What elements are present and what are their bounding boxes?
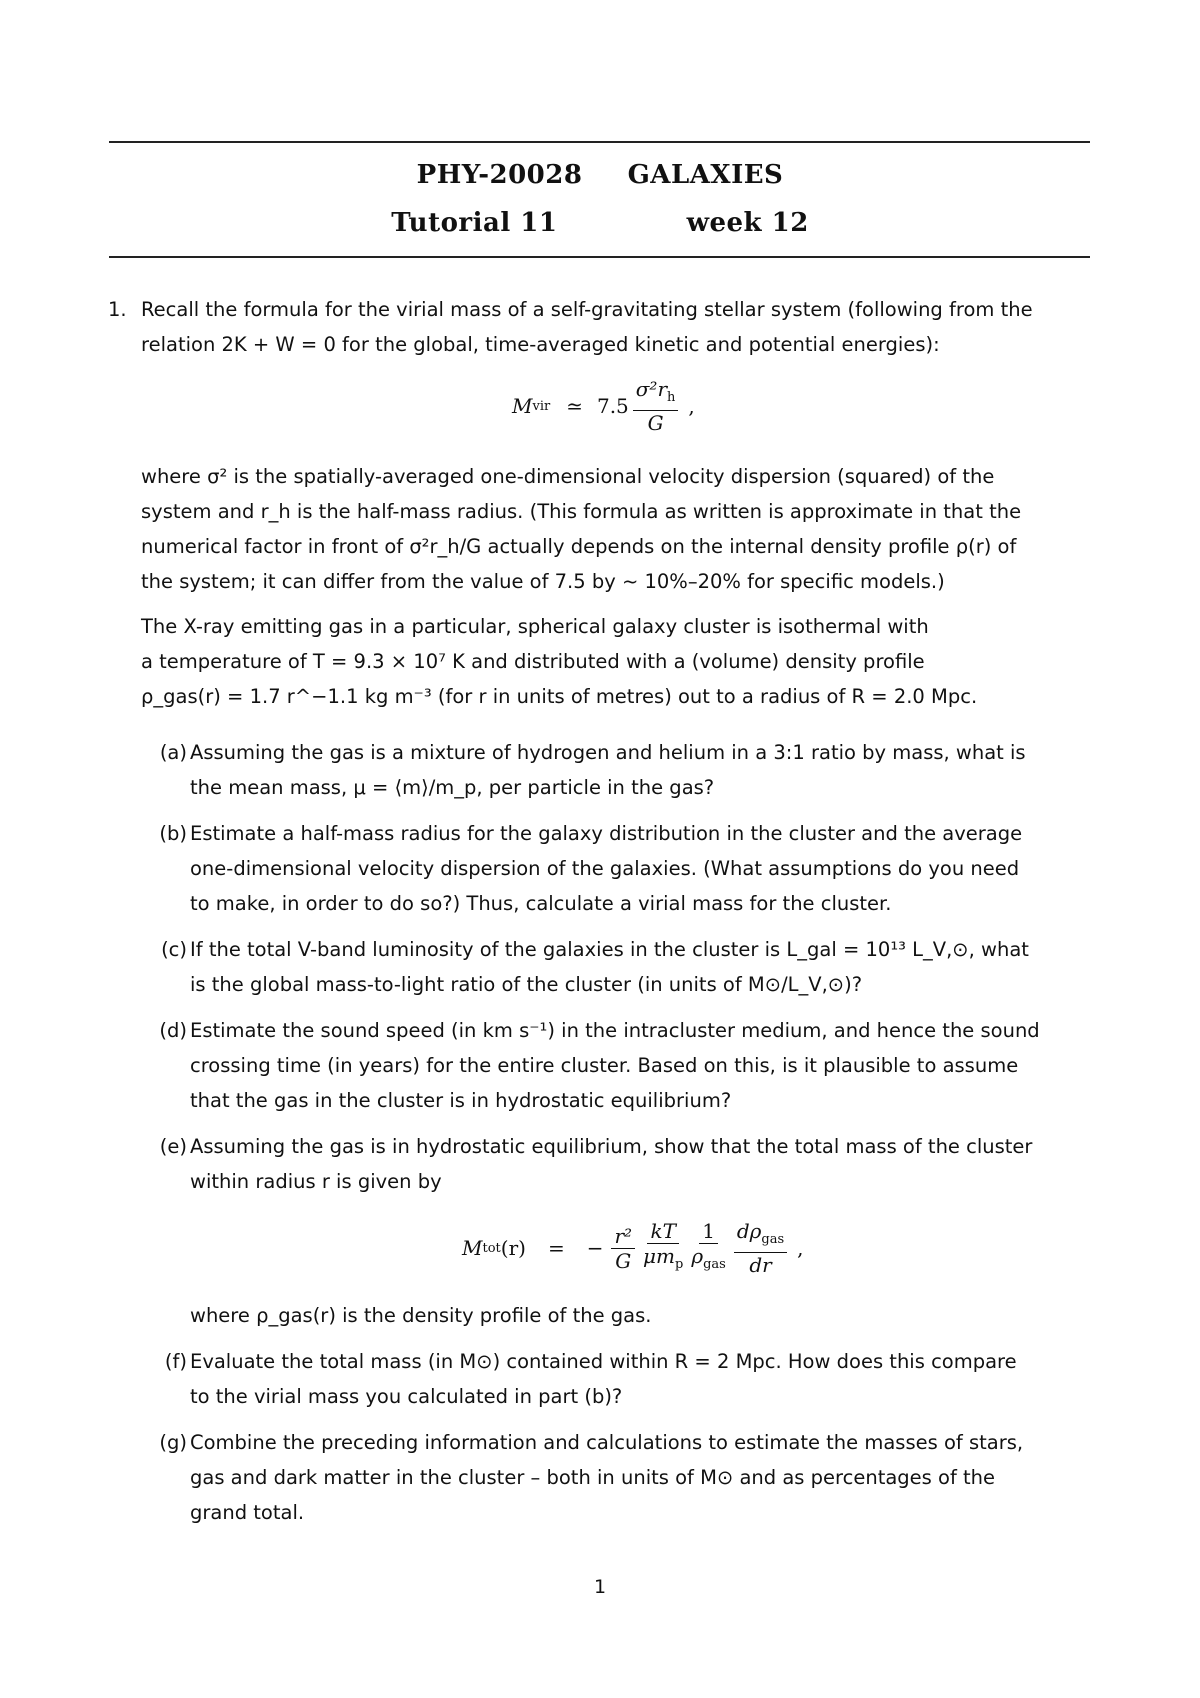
- fraction-numerator-sub: h: [667, 390, 676, 405]
- fraction-numerator: kT: [647, 1220, 678, 1244]
- formula-coefficient: 7.5: [596, 394, 629, 418]
- part-d-text: [190, 1013, 1090, 1118]
- part-line: Estimate the sound speed (in km s⁻¹) in the intracluster medium, and hence the sound: [190, 1019, 1040, 1042]
- where-line: system and r_h is the half-mass radius. (This formula as written is approximate in that the: [141, 500, 1022, 523]
- formula-lhs: M: [512, 394, 533, 418]
- fraction-one-over-rho: [691, 1220, 726, 1276]
- part-line: Estimate a half-mass radius for the galaxy distribution in the cluster and the average: [190, 822, 1023, 845]
- part-d-label: (d): [159, 1019, 187, 1042]
- page-number: 1: [593, 1576, 607, 1598]
- formula-fraction: [633, 378, 679, 434]
- formula-lhs: M: [462, 1236, 483, 1260]
- part-f-text: [190, 1344, 1090, 1414]
- part-line: one-dimensional velocity dispersion of the galaxies. (What assumptions do you need: [190, 857, 1020, 880]
- part-c-text: [190, 932, 1090, 1002]
- question-intro: [141, 292, 1091, 362]
- where-paragraph: [141, 459, 1091, 599]
- gas-line: The X-ray emitting gas in a particular, spherical galaxy cluster is isothermal with: [141, 615, 929, 638]
- fraction-denominator-sub: p: [675, 1257, 684, 1272]
- formula-lhs-arg: (r): [500, 1236, 526, 1260]
- part-line: gas and dark matter in the cluster – both in units of M⊙ and as percentages of the: [190, 1466, 996, 1489]
- part-b-text: [190, 816, 1090, 921]
- gas-line: ρ_gas(r) = 1.7 r^−1.1 kg m⁻³ (for r in units of metres) out to a radius of R = 2.0 Mpc.: [141, 685, 978, 708]
- question-number: 1.: [108, 298, 127, 321]
- part-line: to make, in order to do so?) Thus, calculate a virial mass for the cluster.: [190, 892, 892, 915]
- fraction-numerator: dρ: [736, 1219, 762, 1243]
- part-b-label: (b): [159, 822, 187, 845]
- course-title: [0, 160, 1200, 190]
- part-line: grand total.: [190, 1501, 305, 1524]
- fraction-r2-over-g: [611, 1225, 635, 1272]
- intro-line: Recall the formula for the virial mass of a self-gravitating stellar system (following from the: [141, 298, 1033, 321]
- intro-line: relation 2K + W = 0 for the global, time-averaged kinetic and potential energies):: [141, 333, 940, 356]
- formula-lhs-sub: vir: [532, 398, 551, 414]
- where-line: where σ² is the spatially-averaged one-dimensional velocity dispersion (squared) of the: [141, 465, 995, 488]
- bottom-rule: [109, 256, 1090, 258]
- fraction-numerator: σ²r: [635, 377, 668, 401]
- part-line: to the virial mass you calculated in part (b)?: [190, 1385, 623, 1408]
- gas-line: a temperature of T = 9.3 × 10⁷ K and distributed with a (volume) density profile: [141, 650, 925, 673]
- course-code: PHY-20028: [416, 160, 583, 190]
- part-line: Combine the preceding information and calculations to estimate the masses of stars,: [190, 1431, 1024, 1454]
- formula-relation: ≃: [566, 394, 583, 418]
- part-g-text: [190, 1425, 1090, 1530]
- gas-paragraph: [141, 609, 1091, 714]
- part-line: Assuming the gas is a mixture of hydrogen and helium in a 3:1 ratio by mass, what is: [190, 741, 1026, 764]
- where-line: numerical factor in front of σ²r_h/G actually depends on the internal density profile ρ(r) of: [141, 535, 1017, 558]
- formula-sign: −: [586, 1236, 604, 1260]
- fraction-kt-over-mu-mp: [643, 1220, 683, 1276]
- part-line: Evaluate the total mass (in M⊙) contained within R = 2 Mpc. How does this compare: [190, 1350, 1017, 1373]
- fraction-numerator: 1: [699, 1220, 718, 1244]
- formula-trailing: ,: [688, 394, 695, 418]
- virial-mass-formula: [512, 378, 695, 434]
- part-e-text: [190, 1129, 1090, 1199]
- course-subject: GALAXIES: [627, 160, 784, 190]
- part-c-label: (c): [161, 938, 187, 961]
- total-mass-formula: [462, 1220, 804, 1276]
- part-f-label: (f): [164, 1350, 187, 1373]
- part-line: Assuming the gas is in hydrostatic equilibrium, show that the total mass of the cluster: [190, 1135, 1033, 1158]
- week-number: week 12: [686, 208, 809, 238]
- part-a-text: [190, 735, 1090, 805]
- formula-trailing: ,: [797, 1236, 804, 1260]
- where-line: the system; it can differ from the value of 7.5 by ~ 10%–20% for specific models.): [141, 570, 945, 593]
- tutorial-line: [0, 208, 1200, 238]
- formula-relation: =: [547, 1236, 565, 1260]
- fraction-denominator: μm: [643, 1244, 676, 1268]
- part-line: is the global mass-to-light ratio of the cluster (in units of M⊙/L_V,⊙)?: [190, 973, 863, 996]
- part-line: If the total V-band luminosity of the galaxies in the cluster is L_gal = 10¹³ L_V,⊙, what: [190, 938, 1029, 961]
- part-line: the mean mass, μ = ⟨m⟩/m_p, per particle in the gas?: [190, 776, 715, 799]
- tutorial-number: Tutorial 11: [391, 208, 558, 238]
- part-line: crossing time (in years) for the entire cluster. Based on this, is it plausible to assume: [190, 1054, 1019, 1077]
- part-e-label: (e): [159, 1135, 187, 1158]
- fraction-denominator: dr: [749, 1253, 772, 1277]
- fraction-denominator-sub: gas: [703, 1257, 726, 1272]
- fraction-drho-over-dr: [734, 1220, 787, 1276]
- part-line: within radius r is given by: [190, 1170, 442, 1193]
- part-g-label: (g): [159, 1431, 187, 1454]
- fraction-denominator: G: [615, 1248, 632, 1273]
- part-e-after: where ρ_gas(r) is the density profile of the gas.: [190, 1304, 652, 1327]
- top-rule: [109, 141, 1090, 143]
- part-a-label: (a): [159, 741, 187, 764]
- formula-lhs-sub: tot: [482, 1240, 501, 1256]
- fraction-numerator: r²: [611, 1225, 635, 1249]
- fraction-denominator: ρ: [691, 1244, 704, 1268]
- part-line: that the gas in the cluster is in hydrostatic equilibrium?: [190, 1089, 732, 1112]
- fraction-numerator-sub: gas: [761, 1232, 785, 1247]
- fraction-denominator: G: [647, 411, 664, 435]
